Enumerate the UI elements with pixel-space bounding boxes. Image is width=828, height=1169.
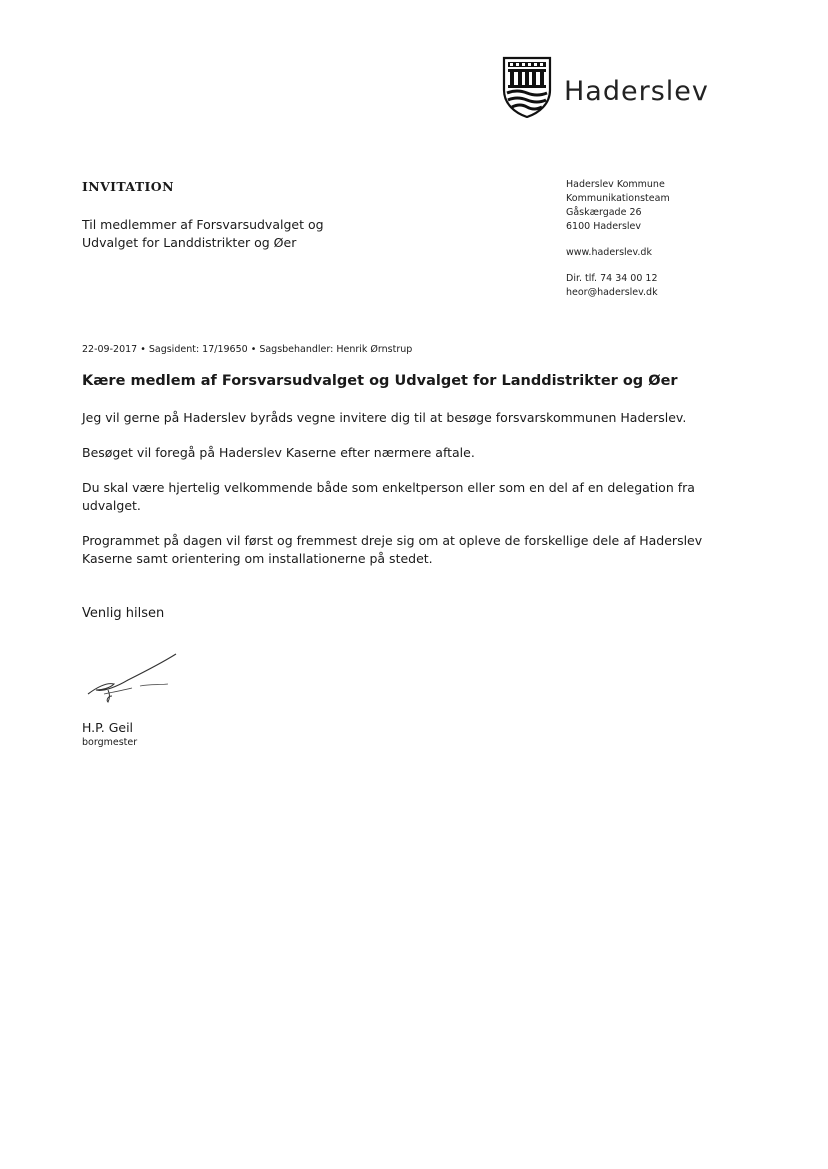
body-paragraph: Du skal være hjertelig velkommende både som enkeltperson eller som en del af en delegation fra udvalget. <box>82 480 695 513</box>
body-paragraph: Programmet på dagen vil først og fremmest dreje sig om at opleve de forskellige dele af Haderslev Kaserne samt orientering om installationerne på stedet. <box>82 533 703 566</box>
recipient-line: Til medlemmer af Forsvarsudvalget og <box>82 217 324 232</box>
sender-website: www.haderslev.dk <box>566 247 652 258</box>
signer-title: borgmester <box>82 737 138 748</box>
letter-body <box>82 409 722 585</box>
sender-street: Gåskærgade 26 <box>566 207 642 218</box>
handwritten-signature <box>84 650 184 710</box>
sender-email: heor@haderslev.dk <box>566 287 658 298</box>
sender-department: Kommunikationsteam <box>566 193 670 204</box>
logo-wordmark: Haderslev <box>564 76 709 107</box>
haderslev-coat-of-arms-icon <box>502 56 552 118</box>
sender-phone: Dir. tlf. 74 34 00 12 <box>566 273 658 284</box>
signer-name: H.P. Geil <box>82 720 134 735</box>
recipient-line: Udvalget for Landdistrikter og Øer <box>82 235 297 250</box>
haderslev-logo <box>502 56 742 120</box>
sender-block <box>566 178 670 300</box>
body-paragraph: Besøget vil foregå på Haderslev Kaserne efter nærmere aftale. <box>82 445 475 460</box>
case-meta-line: 22-09-2017 • Sagsident: 17/19650 • Sagsbehandler: Henrik Ørnstrup <box>82 344 413 355</box>
letter-subject: Kære medlem af Forsvarsudvalget og Udvalget for Landdistrikter og Øer <box>82 373 678 389</box>
closing-greeting: Venlig hilsen <box>82 606 165 621</box>
recipient-block <box>82 216 324 252</box>
body-paragraph: Jeg vil gerne på Haderslev byråds vegne invitere dig til at besøge forsvarskommunen Haderslev. <box>82 410 687 425</box>
letter-heading: INVITATION <box>82 179 174 194</box>
sender-organization: Haderslev Kommune <box>566 179 665 190</box>
sender-city: 6100 Haderslev <box>566 221 641 232</box>
